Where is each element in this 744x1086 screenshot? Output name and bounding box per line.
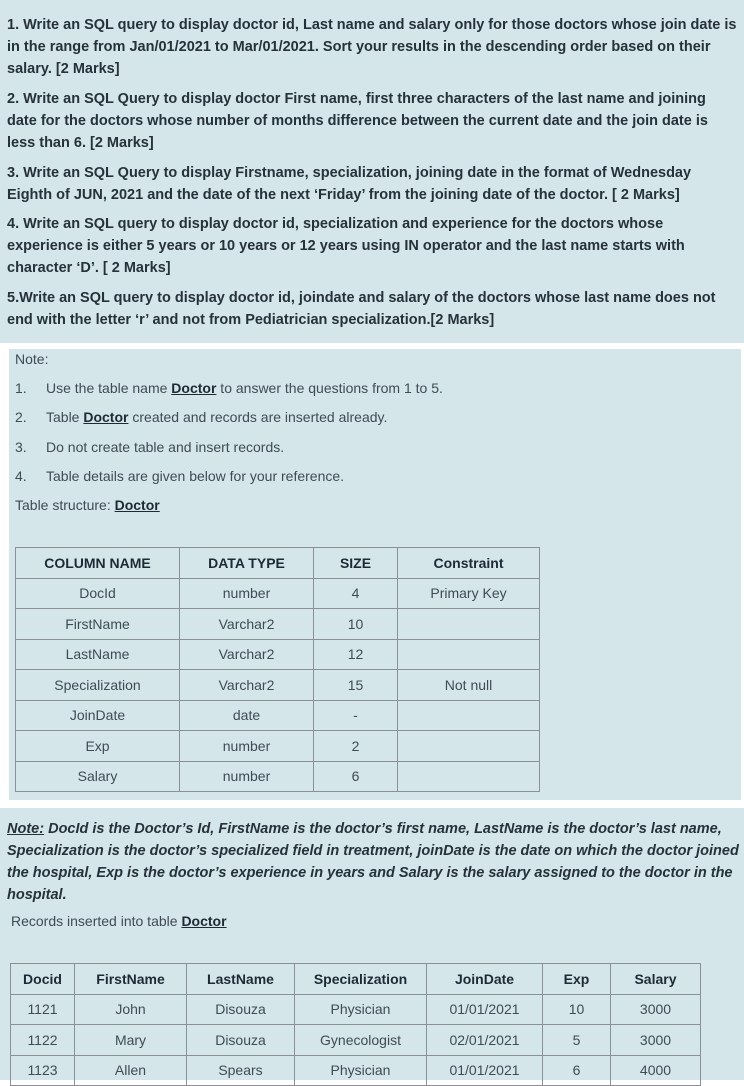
- header-cell: Salary: [611, 964, 701, 995]
- table-cell: Physician: [295, 994, 427, 1025]
- table-cell: 01/01/2021: [427, 994, 543, 1025]
- note-item-4: [15, 466, 344, 486]
- records-doctor-link[interactable]: Doctor: [181, 913, 227, 929]
- question-2: 2. Write an SQL Query to display doctor First name, first three characters of the last name and joining date for the doctors whose number of months difference between the current date and the join date is less than 6. [2 Marks]: [7, 91, 708, 151]
- table-cell: 12: [314, 639, 398, 670]
- table-cell: 4: [314, 578, 398, 609]
- table-cell: number: [180, 731, 314, 762]
- note-item-text: Use the table name: [46, 380, 172, 396]
- table-row: [16, 731, 540, 762]
- note-item-text: created and records are inserted already.: [128, 409, 388, 425]
- structure-table: [15, 547, 540, 792]
- table-cell: LastName: [16, 639, 180, 670]
- header-cell: LastName: [187, 964, 295, 995]
- header-cell: Docid: [11, 964, 75, 995]
- table-row: [16, 578, 540, 609]
- table-cell: Primary Key: [398, 578, 540, 609]
- table-cell: 10: [543, 994, 611, 1025]
- table-cell: number: [180, 578, 314, 609]
- structure-caption: [15, 495, 160, 515]
- table-cell: 10: [314, 609, 398, 640]
- header-cell: Specialization: [295, 964, 427, 995]
- question-1: 1. Write an SQL query to display doctor id, Last name and salary only for those doctors whose join date is in the range from Jan/01/2021 to Mar/01/2021. Sort your results in the descending order based on their salary. [2 Marks]: [7, 17, 737, 77]
- structure-doctor-link[interactable]: Doctor: [114, 497, 160, 513]
- table-cell: Disouza: [187, 994, 295, 1025]
- table-cell: 6: [543, 1055, 611, 1086]
- questions-panel: [0, 0, 744, 343]
- records-panel: [0, 808, 744, 1080]
- table-cell: number: [180, 761, 314, 792]
- table-cell: [398, 609, 540, 640]
- header-cell: Exp: [543, 964, 611, 995]
- table-cell: 3000: [611, 994, 701, 1025]
- note-item-number: 2.: [15, 409, 27, 425]
- header-cell: DATA TYPE: [180, 548, 314, 579]
- header-cell: SIZE: [314, 548, 398, 579]
- table-cell: 1123: [11, 1055, 75, 1086]
- table-cell: JoinDate: [16, 700, 180, 731]
- note-item-3: [15, 437, 284, 457]
- table-cell: FirstName: [16, 609, 180, 640]
- table-cell: Exp: [16, 731, 180, 762]
- table-row: [16, 609, 540, 640]
- table-cell: Spears: [187, 1055, 295, 1086]
- note-panel: [9, 349, 741, 800]
- header-cell: COLUMN NAME: [16, 548, 180, 579]
- doctor-table-link[interactable]: Doctor: [83, 409, 129, 425]
- note-heading: Note:: [15, 351, 49, 367]
- table-cell: 6: [314, 761, 398, 792]
- table-cell: 01/01/2021: [427, 1055, 543, 1086]
- table-row: [11, 1025, 701, 1056]
- table-cell: -: [314, 700, 398, 731]
- note-item-2: [15, 407, 387, 427]
- table-cell: [398, 731, 540, 762]
- table-cell: Salary: [16, 761, 180, 792]
- header-cell: FirstName: [75, 964, 187, 995]
- column-note: [7, 818, 742, 906]
- table-row: [16, 761, 540, 792]
- table-cell: Not null: [398, 670, 540, 701]
- note-item-text: Table: [46, 409, 84, 425]
- table-cell: 02/01/2021: [427, 1025, 543, 1056]
- table-cell: 1122: [11, 1025, 75, 1056]
- structure-header-row: [16, 548, 540, 579]
- table-cell: Allen: [75, 1055, 187, 1086]
- table-cell: DocId: [16, 578, 180, 609]
- question-4: 4. Write an SQL query to display doctor id, specialization and experience for the doctors whose experience is either 5 years or 10 years or 12 years using IN operator and the last name starts with character ‘D’. [ 2 Marks]: [7, 216, 685, 276]
- records-header-row: [11, 964, 701, 995]
- table-cell: Disouza: [187, 1025, 295, 1056]
- table-row: [16, 670, 540, 701]
- question-5: 5.Write an SQL query to display doctor id, joindate and salary of the doctors whose last name does not end with the letter ‘r’ and not from Pediatrician specialization.[2 Marks]: [7, 290, 716, 328]
- question-3: 3. Write an SQL Query to display Firstname, specialization, joining date in the format of Wednesday Eighth of JUN, 2021 and the date of the next ‘Friday’ from the joining date of the doctor. [ 2 Marks]: [7, 165, 692, 203]
- column-note-text: DocId is the Doctor’s Id, FirstName is the doctor’s first name, LastName is the doctor’s last name, Specialization is the doctor’s specialized field in treatment, joinDate is the date on which the doctor joined the hospital, Exp is the doctor’s experience in years and Salary is the salary assigned to the doctor in the hospital.: [7, 821, 739, 903]
- table-cell: Varchar2: [180, 609, 314, 640]
- table-cell: [398, 639, 540, 670]
- note-item-number: 1.: [15, 380, 27, 396]
- table-cell: date: [180, 700, 314, 731]
- table-cell: Mary: [75, 1025, 187, 1056]
- table-cell: John: [75, 994, 187, 1025]
- table-cell: 2: [314, 731, 398, 762]
- note-item-text: Do not create table and insert records.: [46, 439, 285, 455]
- table-cell: 3000: [611, 1025, 701, 1056]
- note-item-number: 3.: [15, 439, 27, 455]
- table-cell: [398, 761, 540, 792]
- note-item-number: 4.: [15, 468, 27, 484]
- table-cell: Specialization: [16, 670, 180, 701]
- records-table: [10, 963, 701, 1086]
- table-cell: Physician: [295, 1055, 427, 1086]
- note-item-text: Table details are given below for your reference.: [46, 468, 345, 484]
- structure-label: Table structure:: [15, 497, 115, 513]
- header-cell: Constraint: [398, 548, 540, 579]
- records-caption-text: Records inserted into table: [11, 913, 182, 929]
- table-cell: 5: [543, 1025, 611, 1056]
- table-cell: 1121: [11, 994, 75, 1025]
- note-item-1: [15, 378, 443, 398]
- table-row: [11, 1055, 701, 1086]
- doctor-table-link[interactable]: Doctor: [171, 380, 217, 396]
- table-row: [16, 639, 540, 670]
- table-cell: [398, 700, 540, 731]
- note-item-text: to answer the questions from 1 to 5.: [216, 380, 443, 396]
- table-row: [16, 700, 540, 731]
- table-cell: Varchar2: [180, 670, 314, 701]
- table-row: [11, 994, 701, 1025]
- table-cell: 15: [314, 670, 398, 701]
- header-cell: JoinDate: [427, 964, 543, 995]
- column-note-label: Note:: [7, 821, 45, 837]
- table-cell: Varchar2: [180, 639, 314, 670]
- table-cell: 4000: [611, 1055, 701, 1086]
- records-caption: [11, 913, 227, 929]
- table-cell: Gynecologist: [295, 1025, 427, 1056]
